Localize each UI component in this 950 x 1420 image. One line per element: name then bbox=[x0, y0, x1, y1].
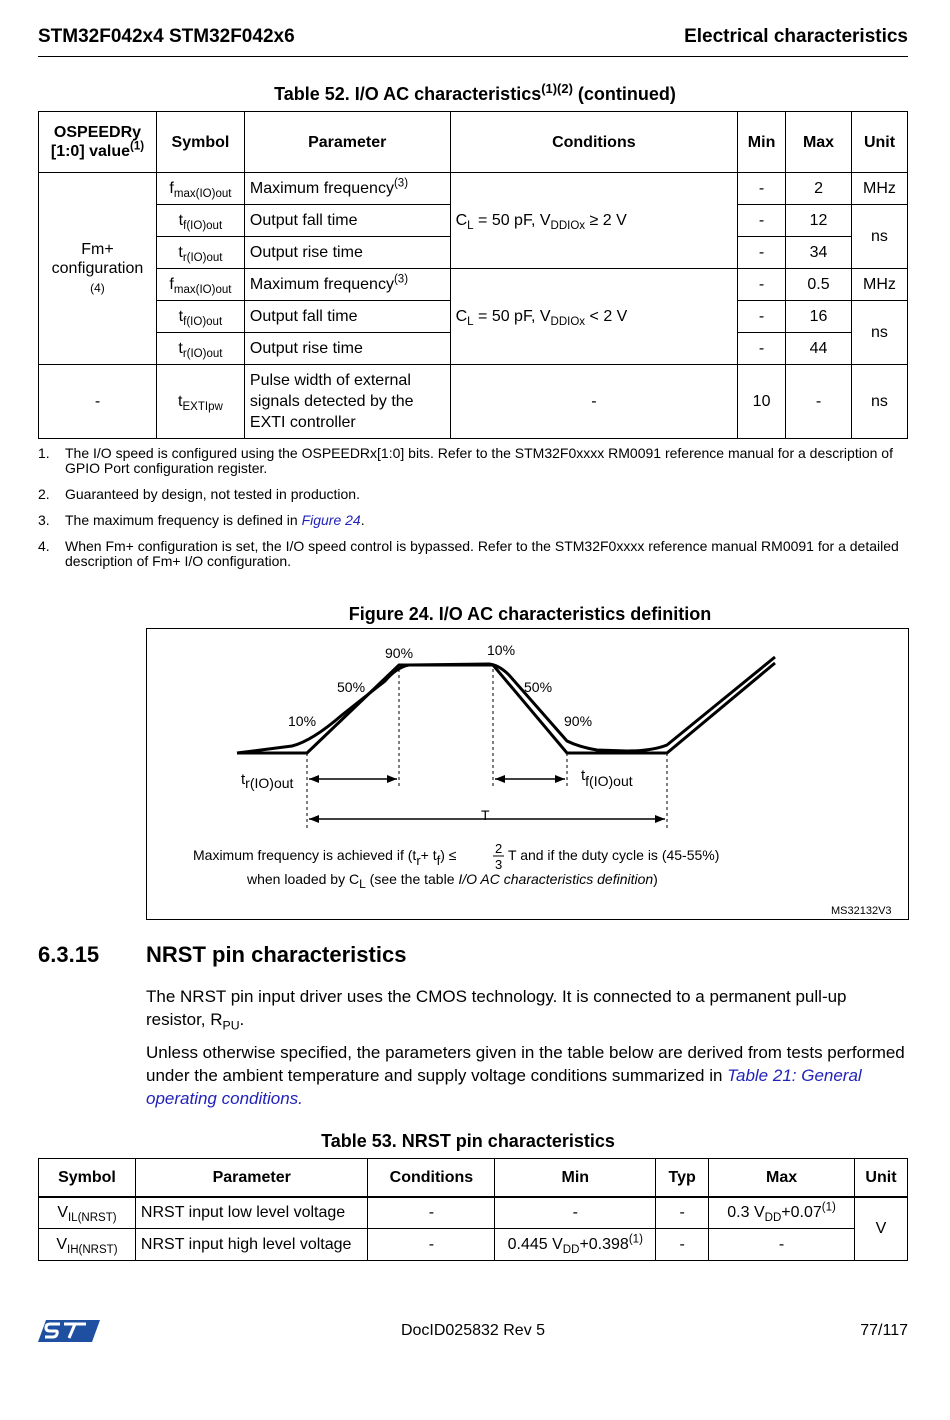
arrow-head bbox=[309, 775, 319, 783]
label-10-rise: 10% bbox=[288, 713, 317, 729]
min-cell bbox=[495, 1229, 656, 1261]
conditions-cell: - bbox=[450, 365, 737, 439]
note-text: The maximum frequency is defined in bbox=[65, 512, 302, 528]
th-typ: Typ bbox=[656, 1159, 709, 1197]
table-row bbox=[39, 173, 908, 205]
param-cell bbox=[244, 173, 450, 205]
th-symbol: Symbol bbox=[156, 112, 244, 173]
note-number: 1. bbox=[38, 445, 50, 461]
header-section-title: Electrical characteristics bbox=[684, 26, 908, 47]
paragraph-1 bbox=[146, 985, 908, 1031]
arrow-head bbox=[495, 775, 505, 783]
tr-label bbox=[241, 771, 294, 791]
f2-mid: (see the table bbox=[365, 871, 459, 887]
conditions-cell: - bbox=[368, 1229, 495, 1261]
th-max: Max bbox=[786, 112, 852, 173]
symbol-cell bbox=[39, 1229, 136, 1261]
param-cell bbox=[244, 269, 450, 301]
sym: t bbox=[178, 340, 183, 357]
th-unit: Unit bbox=[854, 1159, 907, 1197]
sym: V bbox=[57, 1204, 68, 1222]
table52-caption-text: Table 52. I/O AC characteristics bbox=[274, 84, 542, 104]
formula-line1 bbox=[193, 847, 457, 868]
c1-end: ≥ 2 V bbox=[585, 212, 627, 229]
symbol-cell bbox=[156, 365, 244, 439]
conditions-cell bbox=[450, 173, 737, 269]
param-cell: Output rise time bbox=[244, 333, 450, 365]
ospeed-cell: - bbox=[39, 365, 157, 439]
max-cell bbox=[709, 1197, 855, 1229]
f1-pre: Maximum frequency is achieved if (t bbox=[193, 847, 417, 863]
sym-sub: IL(NRST) bbox=[67, 1212, 117, 1225]
page-number: 77/117 bbox=[860, 1322, 908, 1339]
table53 bbox=[38, 1158, 908, 1261]
note-text: The I/O speed is configured using the OSPEEDRx[1:0] bits. Refer to the STM32F0xxxx RM0091 reference manual for a description of GPIO Port configuration register. bbox=[65, 445, 893, 476]
unit-cell: ns bbox=[851, 365, 907, 439]
sym: t bbox=[178, 212, 184, 229]
arrow-head bbox=[655, 815, 665, 823]
paragraph-2 bbox=[146, 1041, 908, 1110]
fm-config-text: Fm+ configuration bbox=[51, 240, 144, 277]
unit-cell: ns bbox=[851, 301, 907, 365]
min-cell: - bbox=[738, 301, 786, 333]
sym: f bbox=[169, 180, 174, 197]
th-conditions: Conditions bbox=[450, 112, 737, 173]
param-cell: NRST input high level voltage bbox=[135, 1229, 368, 1261]
c1: C bbox=[455, 212, 468, 229]
symbol-cell bbox=[156, 205, 244, 237]
max-cell: 16 bbox=[786, 301, 852, 333]
fm-config-cell bbox=[39, 173, 157, 365]
note-text-end: . bbox=[360, 512, 365, 528]
max-pre: 0.3 V bbox=[727, 1204, 765, 1222]
param-cell: Output rise time bbox=[244, 237, 450, 269]
table53-caption: Table 53. NRST pin characteristics bbox=[321, 1131, 615, 1151]
note-text: When Fm+ configuration is set, the I/O speed control is bypassed. Refer to the STM32F0xxxx reference manual RM0091 for a detailed description of Fm+ I/O configuration. bbox=[65, 538, 899, 569]
min-sub: DD bbox=[562, 1244, 580, 1257]
c2-sub: L bbox=[467, 316, 474, 329]
max-sub: DD bbox=[764, 1212, 782, 1225]
para1-end: . bbox=[239, 1010, 245, 1029]
symbol-cell bbox=[156, 173, 244, 205]
figure-code: MS32132V3 bbox=[831, 905, 892, 917]
th-ospeed bbox=[39, 112, 157, 173]
label-90-fall: 90% bbox=[564, 713, 593, 729]
c2-end: < 2 V bbox=[585, 308, 628, 325]
conditions-cell bbox=[450, 269, 737, 365]
th-unit: Unit bbox=[851, 112, 907, 173]
th-ospeed-ref: (1) bbox=[130, 140, 145, 153]
c1-sub: L bbox=[467, 220, 474, 233]
figure24 bbox=[146, 628, 909, 920]
table52-caption-suffix: (continued) bbox=[577, 84, 676, 104]
c1-mid: = 50 pF, V bbox=[473, 212, 551, 229]
unit-cell: MHz bbox=[851, 173, 907, 205]
c2-mid: = 50 pF, V bbox=[473, 308, 551, 325]
min-cell: - bbox=[738, 173, 786, 205]
section-title: NRST pin characteristics bbox=[146, 942, 407, 967]
table52-notes bbox=[38, 446, 908, 580]
sym: t bbox=[178, 308, 184, 325]
symbol-cell bbox=[156, 237, 244, 269]
param: Maximum frequency bbox=[249, 180, 394, 197]
sym-sub: r(IO)out bbox=[182, 252, 223, 265]
f1-f: f bbox=[436, 853, 441, 868]
th-parameter: Parameter bbox=[244, 112, 450, 173]
tf-t: t bbox=[581, 767, 586, 784]
table53-header-row bbox=[39, 1159, 908, 1197]
min-cell: - bbox=[738, 269, 786, 301]
max-post: +0.07 bbox=[781, 1204, 822, 1222]
formula-line2 bbox=[246, 871, 658, 891]
sym-sub: f(IO)out bbox=[183, 316, 223, 329]
max-cell: - bbox=[709, 1229, 855, 1261]
label-90-rise: 90% bbox=[385, 645, 414, 661]
th-max: Max bbox=[709, 1159, 855, 1197]
tr-sub: r(IO)out bbox=[245, 775, 294, 791]
arrow-head bbox=[555, 775, 565, 783]
fm-config-ref: (4) bbox=[90, 280, 105, 295]
label-50-rise: 50% bbox=[337, 679, 366, 695]
f2-italic: I/O AC characteristics definition bbox=[458, 871, 654, 887]
max-cell: 34 bbox=[786, 237, 852, 269]
min-cell: - bbox=[738, 333, 786, 365]
th-ospeed-text: OSPEEDRy [1:0] value bbox=[50, 124, 142, 160]
unit-cell: V bbox=[854, 1197, 907, 1261]
label-10-fall: 10% bbox=[487, 642, 516, 658]
note-item bbox=[38, 539, 908, 569]
note-item bbox=[38, 446, 908, 476]
symbol-cell bbox=[156, 333, 244, 365]
note-text: Guaranteed by design, not tested in production. bbox=[65, 486, 360, 502]
th-symbol: Symbol bbox=[39, 1159, 136, 1197]
param-ref: (3) bbox=[393, 177, 409, 190]
section-heading bbox=[38, 942, 406, 968]
sym-sub: EXTIpw bbox=[182, 401, 223, 414]
formula-line1-end: T and if the duty cycle is (45-55%) bbox=[508, 847, 720, 863]
sym-sub: f(IO)out bbox=[183, 220, 223, 233]
table-row bbox=[39, 365, 908, 439]
min-cell: - bbox=[738, 205, 786, 237]
min-cell: - bbox=[495, 1197, 656, 1229]
para1-sub: PU bbox=[222, 1018, 240, 1033]
para1-text: The NRST pin input driver uses the CMOS technology. It is connected to a permanent pull-up resistor, R bbox=[146, 987, 847, 1029]
param-cell: Pulse width of external signals detected by the EXTI controller bbox=[244, 365, 450, 439]
tr-t: t bbox=[241, 771, 246, 788]
page-header bbox=[38, 26, 908, 57]
symbol-cell bbox=[39, 1197, 136, 1229]
period-label: T bbox=[481, 807, 490, 823]
table21-link[interactable]: Table 21: General operating conditions. bbox=[146, 1066, 862, 1108]
note-item bbox=[38, 487, 908, 502]
figure24-diagram bbox=[147, 629, 908, 919]
table52-caption bbox=[0, 81, 950, 105]
note-item bbox=[38, 513, 908, 528]
section-number: 6.3.15 bbox=[38, 942, 100, 967]
max-cell: 12 bbox=[786, 205, 852, 237]
param-cell: NRST input low level voltage bbox=[135, 1197, 368, 1229]
sym-sub: max(IO)out bbox=[173, 188, 232, 201]
sym-sub: max(IO)out bbox=[173, 284, 232, 297]
label-50-fall: 50% bbox=[524, 679, 553, 695]
frac-num: 2 bbox=[495, 841, 503, 856]
note-number: 2. bbox=[38, 486, 50, 502]
f1-le: ) ≤ bbox=[440, 847, 457, 863]
max-ref: (1) bbox=[821, 1201, 836, 1214]
tf-label bbox=[581, 767, 633, 789]
page-footer bbox=[38, 1318, 908, 1348]
sym: V bbox=[56, 1236, 68, 1253]
note-number: 3. bbox=[38, 512, 50, 528]
ideal-waveform bbox=[237, 663, 775, 753]
sym: f bbox=[169, 276, 174, 293]
symbol-cell bbox=[156, 301, 244, 333]
sym-sub: r(IO)out bbox=[182, 348, 223, 361]
tf-sub: f(IO)out bbox=[585, 773, 633, 789]
sym: t bbox=[178, 393, 183, 410]
f1-plus: + t bbox=[420, 847, 437, 863]
arrow-head bbox=[387, 775, 397, 783]
unit-cell: ns bbox=[851, 205, 907, 269]
figure24-caption: Figure 24. I/O AC characteristics definition bbox=[348, 604, 712, 624]
th-min: Min bbox=[738, 112, 786, 173]
doc-id: DocID025832 Rev 5 bbox=[400, 1322, 546, 1339]
unit-cell: MHz bbox=[851, 269, 907, 301]
typ-cell: - bbox=[656, 1197, 709, 1229]
th-conditions: Conditions bbox=[368, 1159, 495, 1197]
table-row bbox=[39, 269, 908, 301]
min-post: +0.398 bbox=[579, 1236, 629, 1253]
f2-end: ) bbox=[653, 871, 658, 887]
min-ref: (1) bbox=[628, 1233, 643, 1246]
c1-sub2: DDIOx bbox=[550, 220, 586, 233]
th-min: Min bbox=[495, 1159, 656, 1197]
arrow-head bbox=[309, 815, 319, 823]
th-parameter: Parameter bbox=[135, 1159, 368, 1197]
f1-r: r bbox=[416, 853, 421, 868]
max-cell: 44 bbox=[786, 333, 852, 365]
sym: t bbox=[178, 244, 183, 261]
actual-waveform bbox=[237, 657, 775, 753]
symbol-cell bbox=[156, 269, 244, 301]
c2: C bbox=[455, 308, 468, 325]
conditions-cell: - bbox=[368, 1197, 495, 1229]
f2-sub: L bbox=[359, 877, 366, 891]
min-cell: 10 bbox=[738, 365, 786, 439]
table-row bbox=[39, 1197, 908, 1229]
note-number: 4. bbox=[38, 538, 50, 554]
figure24-link[interactable]: Figure 24 bbox=[301, 512, 361, 528]
table52 bbox=[38, 111, 908, 439]
min-cell: - bbox=[738, 237, 786, 269]
table-row bbox=[39, 1229, 908, 1261]
c2-sub2: DDIOx bbox=[550, 316, 586, 329]
param-cell: Output fall time bbox=[244, 301, 450, 333]
param: Maximum frequency bbox=[249, 276, 394, 293]
max-cell: 2 bbox=[786, 173, 852, 205]
header-device-names: STM32F042x4 STM32F042x6 bbox=[38, 26, 295, 47]
min-pre: 0.445 V bbox=[507, 1236, 563, 1253]
max-cell: - bbox=[786, 365, 852, 439]
sym-sub: IH(NRST) bbox=[67, 1244, 118, 1257]
param-cell: Output fall time bbox=[244, 205, 450, 237]
typ-cell: - bbox=[656, 1229, 709, 1261]
table52-header-row bbox=[39, 112, 908, 173]
param-ref: (3) bbox=[393, 273, 409, 286]
para2-text: Unless otherwise specified, the parameters given in the table below are derived from tests performed under the ambient temperature and supply voltage conditions summarized in bbox=[146, 1043, 905, 1085]
frac-den: 3 bbox=[495, 857, 503, 872]
table52-caption-refs: (1)(2) bbox=[541, 81, 573, 96]
f2-pre: when loaded by C bbox=[247, 871, 360, 887]
max-cell: 0.5 bbox=[786, 269, 852, 301]
